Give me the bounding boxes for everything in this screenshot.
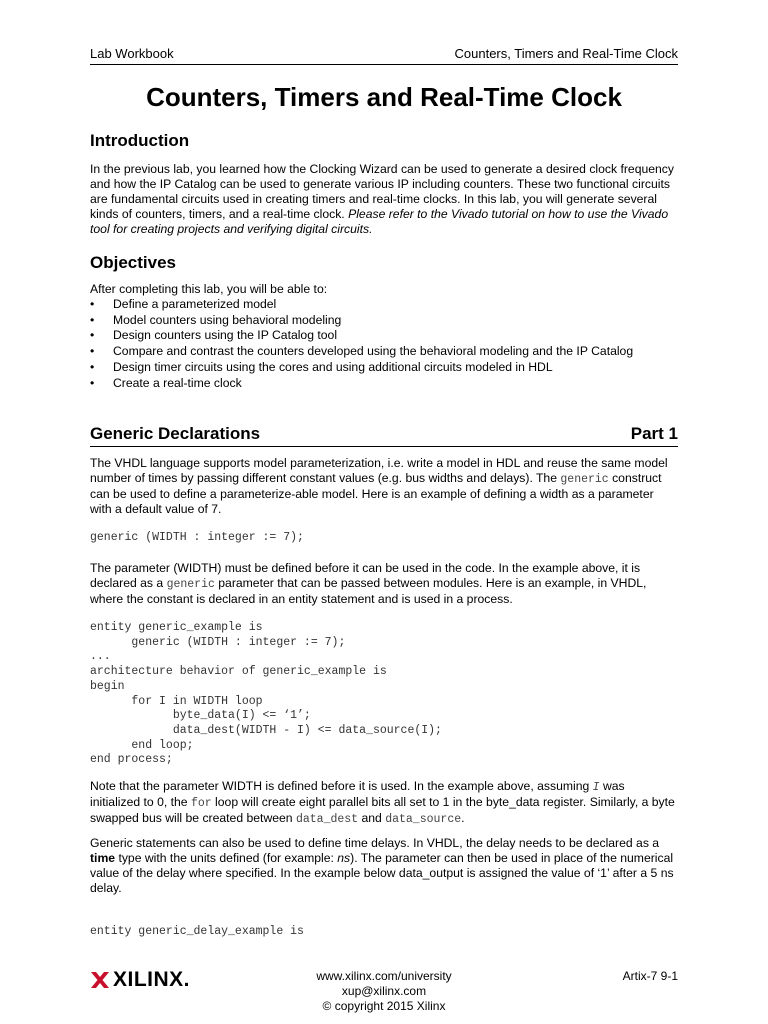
bullet-icon: • (90, 344, 95, 359)
objectives-heading: Objectives (90, 253, 176, 272)
list-item: • Define a parameterized model (90, 297, 277, 311)
code-example-3: entity generic_delay_example is (90, 925, 304, 938)
inline-code: generic (166, 578, 215, 591)
inline-code: data_dest (295, 813, 359, 826)
bullet-icon: • (90, 328, 95, 343)
footer-links (234, 969, 534, 1014)
list-item: • Create a real-time clock (90, 375, 242, 390)
section-rule (90, 446, 678, 447)
section-heading: Generic Declarations (90, 424, 261, 443)
introduction-paragraph (90, 162, 678, 237)
xilinx-logo-text: XILINX. (113, 968, 191, 991)
bullet-icon: • (90, 359, 95, 374)
section-part-label: Part 1 (630, 424, 678, 443)
footer-page-number: Artix-7 9-1 (622, 969, 678, 983)
code-example-2: entity generic_example is generic (WIDTH : integer := 7); ... architecture behavior of generic_example is begin for I in WIDTH loop byte_data(I) <= ‘1’; data_dest(WIDTH - I) <= data_source(I); end loop; end process; (90, 621, 442, 767)
generic-paragraph-2: The parameter (WIDTH) must be defined before it can be used in the code. In the example above, it is declared as a generic parameter that can be passed between modules. Here is an example, in VHDL, where the constant is declared in an entity statement and is used in a process. (90, 561, 647, 606)
footer-email[interactable]: xup@xilinx.com (341, 984, 427, 998)
objectives-list (90, 297, 633, 391)
code-example-1: generic (WIDTH : integer := 7); (90, 531, 304, 544)
xilinx-logo (90, 968, 190, 992)
inline-code: data_source (385, 813, 462, 826)
generic-paragraph-4: Generic statements can also be used to define time delays. In VHDL, the delay needs to be declared as a time type with the units defined (for example: ns). The parameter can then be used in place of the numerical value of the delay where specified. In the example below data_output is assigned the value of ‘1’ after a 5 ns delay. (90, 836, 674, 895)
footer-copyright: © copyright 2015 Xilinx (322, 999, 446, 1013)
introduction-text: In the previous lab, you learned how the Clocking Wizard can be used to generate a desired clock frequency and how the IP Catalog can be used to generate various IP including counters. These two functional circuits are fundamental circuits used in creating timers and real-time clocks. In this lab, you will generate several kinds of counters, timers, and a real-time clock. (90, 162, 674, 221)
generic-paragraph-3: Note that the parameter WIDTH is defined before it is used. In the example above, assuming I was initialized to 0, the for loop will create eight parallel bits all set to 1 in the byte_data register. Similarly, a byte swapped bus will be created between data_dest and data_source. (90, 779, 675, 826)
footer-university-link[interactable]: www.xilinx.com/university (316, 969, 452, 983)
page-title: Counters, Timers and Real-Time Clock (146, 82, 622, 112)
list-item: • Design timer circuits using the cores and using additional circuits modeled in HDL (90, 359, 553, 374)
generic-paragraph-1: The VHDL language supports model parameterization, i.e. write a model in HDL and reuse the same model number of times by passing different constant values (e.g. bus widths and delays). The generic construct can be used to define a parameterize-able model. Here is an example of defining a width as a parameter with a default value of 7. (90, 456, 668, 516)
introduction-italic-note: Please refer to the Vivado tutorial on how to use the Vivado tool for creating projects and verifying digital circuits. (90, 207, 669, 236)
list-item: • Compare and contrast the counters developed using the behavioral modeling and the IP Catalog (90, 344, 634, 359)
list-item: • Model counters using behavioral modeling (90, 312, 342, 327)
xilinx-logo-icon (90, 971, 110, 989)
inline-code: I (592, 781, 600, 794)
header-rule (90, 64, 678, 65)
introduction-heading: Introduction (90, 131, 190, 150)
objectives-intro: After completing this lab, you will be able to: (90, 282, 328, 296)
bullet-icon: • (90, 375, 95, 390)
header-left: Lab Workbook (90, 46, 174, 61)
header-right: Counters, Timers and Real-Time Clock (454, 46, 678, 61)
list-item: • Design counters using the IP Catalog tool (90, 328, 338, 343)
bullet-icon: • (90, 297, 95, 311)
inline-code: for (190, 797, 212, 810)
inline-code: generic (560, 473, 609, 486)
bullet-icon: • (90, 312, 95, 327)
